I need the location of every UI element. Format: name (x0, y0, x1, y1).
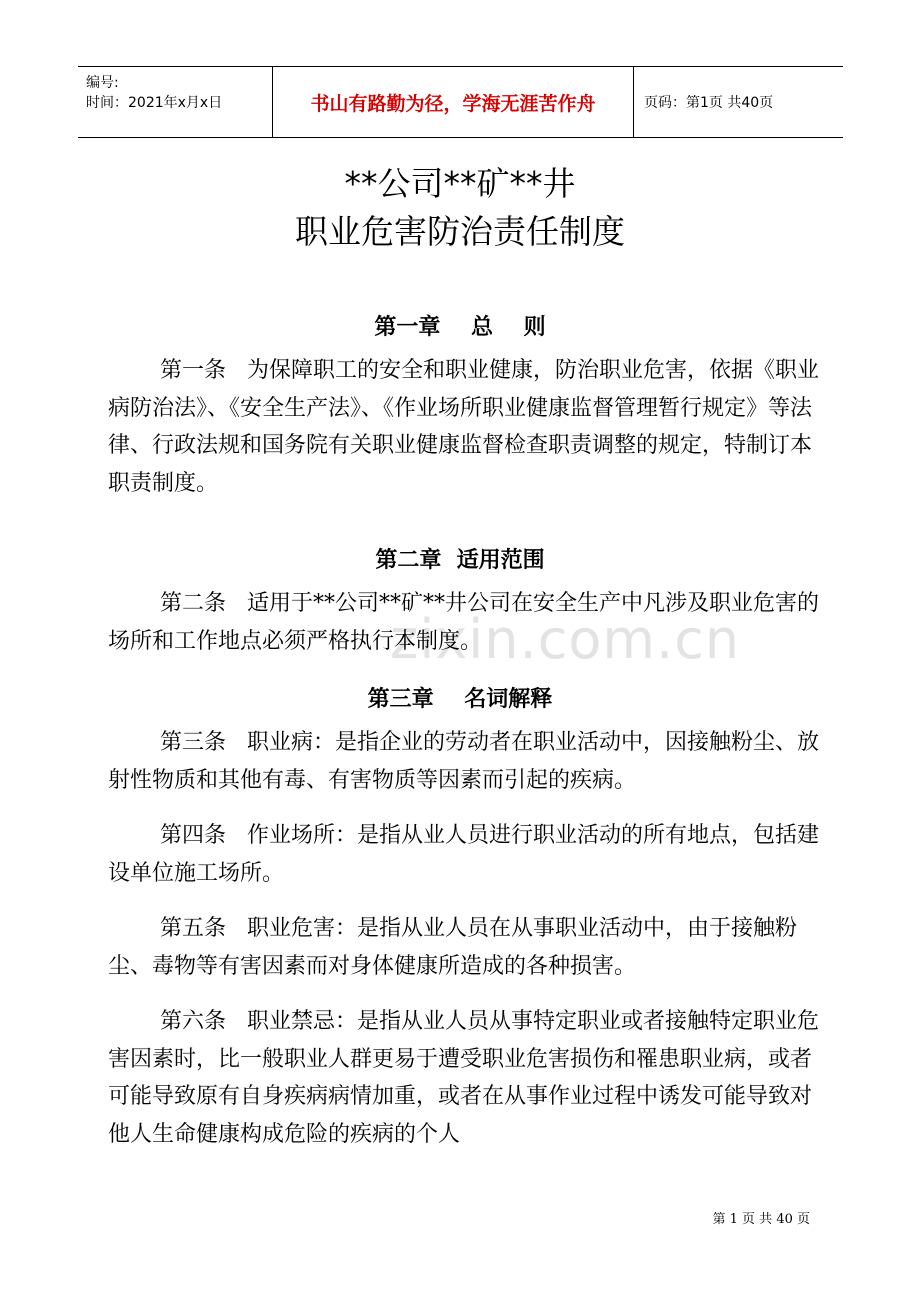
article-4: 第四条 作业场所：是指从业人员进行职业活动的所有地点，包括建设单位施工场所。 (108, 823, 819, 886)
article-5: 第五条 职业危害：是指从业人员在从事职业活动中，由于接触粉尘、毒物等有害因素而对身体健康所造成的各种损害。 (108, 916, 797, 979)
title-line-1: **公司**矿**井 (344, 164, 576, 203)
chapter-3-heading: 第三章 名词解释 (367, 687, 553, 712)
page-footer: 第 1 页 共 40 页 (712, 1212, 810, 1227)
article-6: 第六条 职业禁忌：是指从业人员从事特定职业或者接触特定职业危害因素时，比一般职业人群更易于遭受职业危害损伤和罹患职业病，或者可能导致原有自身疾病病情加重，或者在从事作业过程中诱发可能导致对他人生命健康构成危险的疾病的个人 (108, 1009, 819, 1147)
header-meta (78, 67, 272, 137)
document-number-label: 编号: (86, 75, 119, 91)
article-3: 第三条 职业病：是指企业的劳动者在职业活动中，因接触粉尘、放射性物质和其他有毒、有害物质等因素而引起的疾病。 (108, 730, 819, 793)
header-motto: 书山有路勤为径，学海无涯苦作舟 (272, 67, 634, 137)
chapter-1-heading: 第一章 总 则 (374, 315, 546, 340)
article-2: 第二条 适用于**公司**矿**井公司在安全生产中凡涉及职业危害的场所和工作地点必须严格执行本制度。 (108, 591, 819, 654)
watermark: zixin.com.cn (390, 608, 741, 671)
article-1: 第一条 为保障职工的安全和职业健康，防治职业危害，依据《职业病防治法》、《安全生产法》、《作业场所职业健康监督管理暂行规定》等法律、行政法规和国务院有关职业健康监督检查职责调整的规定，特制订本职责制度。 (108, 358, 819, 496)
document-time-label: 时间：2021年x月x日 (86, 95, 223, 111)
header-page-number: 页码：第1页 共40页 (644, 95, 774, 111)
title-line-2: 职业危害防治责任制度 (295, 212, 625, 251)
page-header (78, 66, 843, 138)
chapter-2-heading: 第二章 适用范围 (375, 548, 545, 573)
